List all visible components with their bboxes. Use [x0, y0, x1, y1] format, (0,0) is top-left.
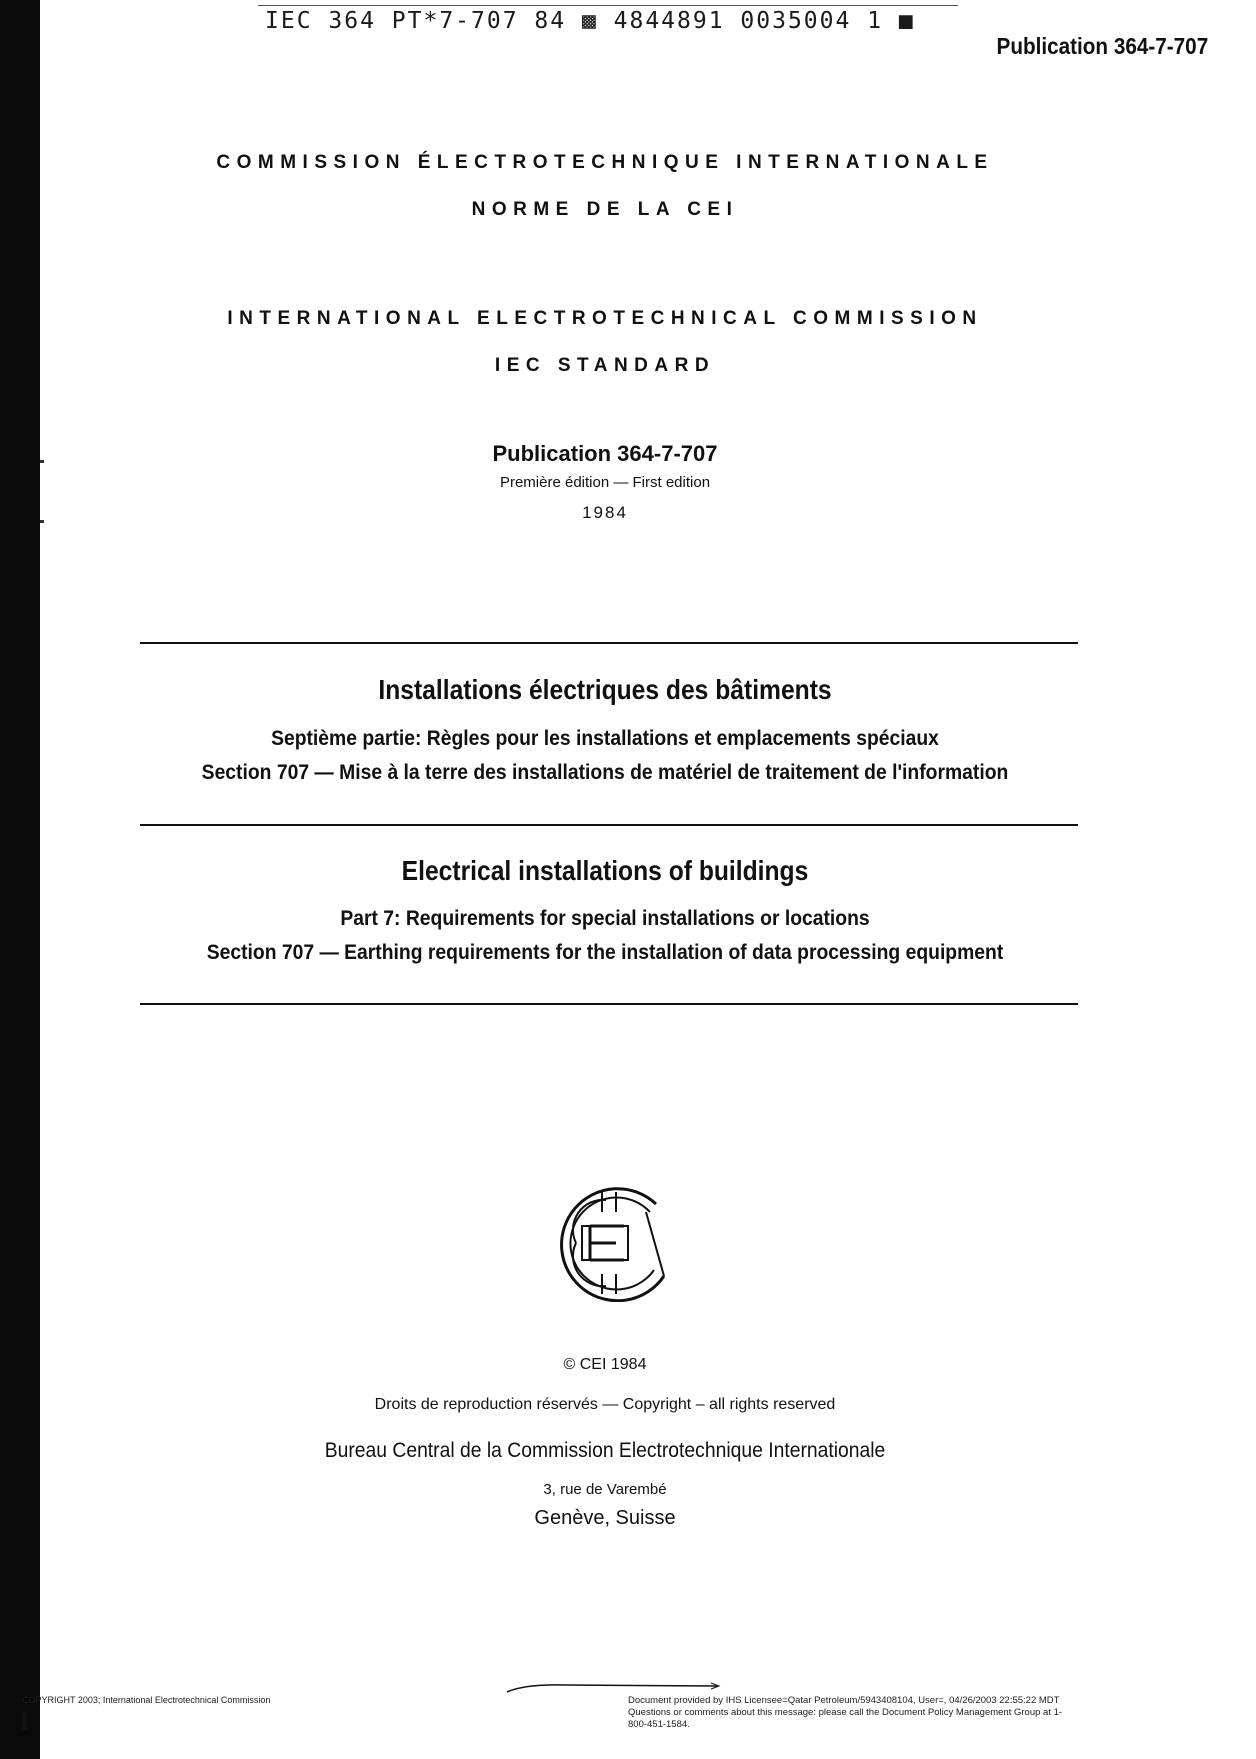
- scan-top-rule: [258, 5, 958, 6]
- scan-artifact: [40, 460, 44, 463]
- footer-copyright: COPYRIGHT 2003; International Electrotechnical Commission: [22, 1695, 271, 1705]
- part-fr: Septième partie: Règles pour les installations et emplacements spéciaux: [271, 727, 939, 750]
- section-fr: Section 707 — Mise à la terre des installations de matériel de traitement de l'information: [201, 761, 1009, 784]
- scan-code: IEC 364 PT*7-707 84 ▩ 4844891 0035004 1 ■: [265, 8, 915, 34]
- divider: [140, 824, 1078, 826]
- scan-margin-bar: [0, 0, 40, 1759]
- footer-document-notice: Document provided by IHS Licensee=Qatar Petroleum/5943408104, User=, 04/26/2003 22:55:22 MDT Questions or comments about this message: please call the Document Policy Management Group at 1-800-451-1584.: [628, 1695, 1063, 1730]
- org-name-en: INTERNATIONAL ELECTROTECHNICAL COMMISSION: [227, 308, 983, 329]
- publication-number-header: Publication 364-7-707: [996, 33, 1208, 59]
- bureau-name: Bureau Central de la Commission Electrotechnique Internationale: [324, 1439, 886, 1462]
- publication-year: 1984: [582, 503, 628, 522]
- divider: [140, 642, 1078, 644]
- edition: Première édition — First edition: [499, 474, 711, 491]
- street-address: 3, rue de Varembé: [543, 1481, 667, 1498]
- standard-label-en: IEC STANDARD: [494, 355, 716, 376]
- footer-mark: [22, 1712, 27, 1730]
- rights-line: Droits de reproduction réservés — Copyright – all rights reserved: [374, 1396, 836, 1413]
- divider: [140, 1003, 1078, 1005]
- city: Genève, Suisse: [534, 1507, 676, 1529]
- iec-logo-icon: [546, 1182, 678, 1302]
- scan-artifact: [40, 520, 44, 523]
- section-en: Section 707 — Earthing requirements for the installation of data processing equipment: [206, 941, 1004, 964]
- title-en: Electrical installations of buildings: [401, 855, 809, 886]
- copyright-line: © CEI 1984: [563, 1356, 647, 1373]
- part-en: Part 7: Requirements for special installations or locations: [340, 907, 870, 930]
- publication-number: Publication 364-7-707: [492, 441, 718, 466]
- org-name-fr: COMMISSION ÉLECTROTECHNIQUE INTERNATIONALE: [216, 152, 994, 173]
- title-fr: Installations électriques des bâtiments: [378, 674, 832, 705]
- standard-label-fr: NORME DE LA CEI: [471, 199, 739, 220]
